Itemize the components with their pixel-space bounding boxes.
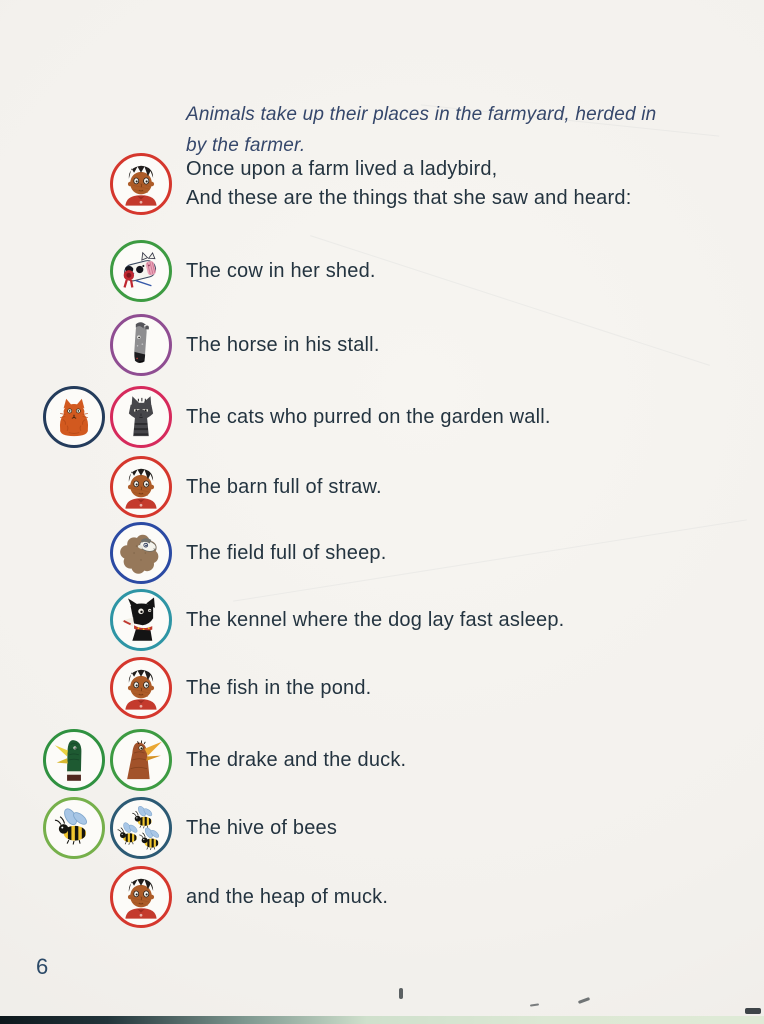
stage-direction-line: by the farmer. — [186, 135, 306, 156]
speech-line: The barn full of straw. — [186, 475, 382, 498]
stage-direction-line: Animals take up their places in the farmyard, herded in — [186, 104, 657, 125]
speech-line: and the heap of muck. — [186, 885, 389, 908]
speech-row-dog — [40, 588, 564, 652]
grey-cat-avatar-icon — [110, 386, 172, 448]
avatar-box — [40, 153, 172, 215]
dog-avatar-icon — [110, 589, 172, 651]
speech-row-cats — [40, 385, 551, 449]
orange-cat-avatar-icon — [43, 386, 105, 448]
speech-line: The fish in the pond. — [186, 676, 372, 699]
speech-text — [186, 257, 376, 286]
cow-avatar-icon — [110, 240, 172, 302]
speech-text — [186, 746, 406, 775]
scan-mark — [578, 997, 590, 1004]
avatar-box — [40, 240, 172, 302]
speech-row-bees — [40, 796, 337, 860]
speech-text — [186, 473, 382, 502]
avatar-box — [40, 386, 172, 448]
scan-mark — [530, 1003, 539, 1006]
boy-avatar-icon — [110, 456, 172, 518]
speech-row-barn — [40, 455, 382, 519]
boy-avatar-icon — [110, 866, 172, 928]
avatar-box — [40, 866, 172, 928]
scan-mark — [745, 1008, 761, 1014]
speech-row-ducks — [40, 728, 406, 792]
avatar-box — [40, 314, 172, 376]
drake-avatar-icon — [43, 729, 105, 791]
scan-bottom-edge — [0, 1016, 764, 1024]
speech-line: Once upon a farm lived a ladybird, — [186, 158, 498, 180]
bee-avatar-icon — [43, 797, 105, 859]
speech-line: The field full of sheep. — [186, 541, 387, 564]
speech-text — [186, 155, 631, 213]
scan-mark — [399, 988, 403, 999]
speech-line: The kennel where the dog lay fast asleep. — [186, 608, 565, 631]
speech-line: The cow in her shed. — [186, 259, 376, 282]
speech-line: The cats who purred on the garden wall. — [186, 405, 551, 428]
speech-text — [186, 331, 380, 360]
speech-row-muck — [40, 865, 388, 929]
horse-avatar-icon — [110, 314, 172, 376]
speech-row-sheep — [40, 521, 386, 585]
speech-text — [186, 814, 337, 843]
avatar-box — [40, 456, 172, 518]
avatar-box — [40, 657, 172, 719]
speech-line: The drake and the duck. — [186, 748, 407, 771]
speech-row-horse — [40, 313, 380, 377]
speech-row-cow — [40, 239, 376, 303]
sheep-avatar-icon — [110, 522, 172, 584]
speech-text — [186, 606, 564, 635]
speech-text — [186, 674, 371, 703]
avatar-box — [40, 522, 172, 584]
speech-text — [186, 539, 386, 568]
speech-line: And these are the things that she saw and heard: — [186, 187, 632, 209]
bee-swarm-avatar-icon — [110, 797, 172, 859]
speech-line: The horse in his stall. — [186, 333, 380, 356]
speech-text — [186, 403, 551, 432]
avatar-box — [40, 589, 172, 651]
avatar-box — [40, 797, 172, 859]
boy-avatar-icon — [110, 153, 172, 215]
duck-avatar-icon — [110, 729, 172, 791]
speech-row-narrator-intro — [40, 152, 631, 216]
boy-avatar-icon — [110, 657, 172, 719]
page-number: 6 — [36, 954, 49, 979]
speech-row-fish — [40, 656, 371, 720]
speech-text — [186, 883, 388, 912]
avatar-box — [40, 729, 172, 791]
speech-line: The hive of bees — [186, 816, 338, 839]
